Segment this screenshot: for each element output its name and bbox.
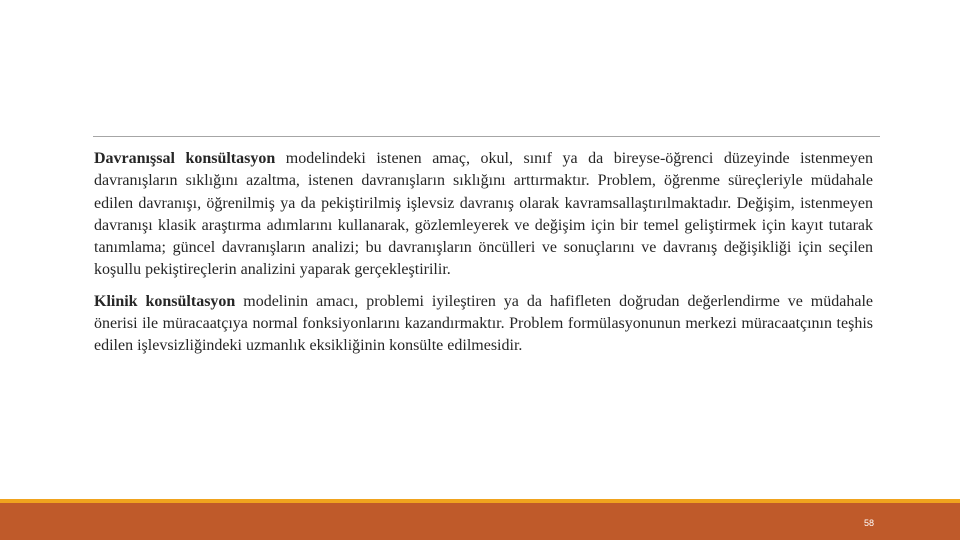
slide-body — [94, 148, 873, 358]
footer-bar — [0, 503, 960, 540]
paragraph-behavioral-consultation — [94, 148, 873, 282]
paragraph-clinical-consultation — [94, 291, 873, 358]
page-number: 58 — [863, 518, 874, 528]
paragraph-text: modelindeki istenen amaç, okul, sınıf ya da bireyse-öğrenci düzeyinde istenmeyen davranışların sıklığını azaltma, istenen davranışların sıklığını arttırmaktır. Problem, öğrenme süreçleriyle müdahale edilen davranışı, öğrenilmiş ya da pekiştirilmiş işlevsiz davranış olarak kavramsallaştırılmaktadır. Değişim, istenmeyen davranışı klasik araştırma adımlarını kullanarak, gözlemleyerek ve değişim için bir temel geliştirmek için kayıt tutarak tanımlama; güncel davranışların analizi; bu davranışların öncülleri ve sonuçlarını ve davranış değişikliği için seçilen koşullu pekiştireçlerin analizini yaparak gerçekleştirilir. — [94, 150, 873, 279]
paragraph-term: Klinik konsültasyon — [94, 292, 236, 310]
paragraph-term: Davranışsal konsültasyon — [94, 150, 276, 167]
top-divider — [93, 136, 880, 137]
paragraph-text: modelinin amacı, problemi iyileştiren ya da hafifleten doğrudan değerlendirme ve müdahale önerisi ile müracaatçıya normal fonksiyonlarını kazandırmaktır. Problem formülasyonunun merkezi müracaatçının teşhis edilen işlevsizliğindeki uzmanlık eksikliğinin konsülte edilmesidir. — [94, 292, 873, 355]
